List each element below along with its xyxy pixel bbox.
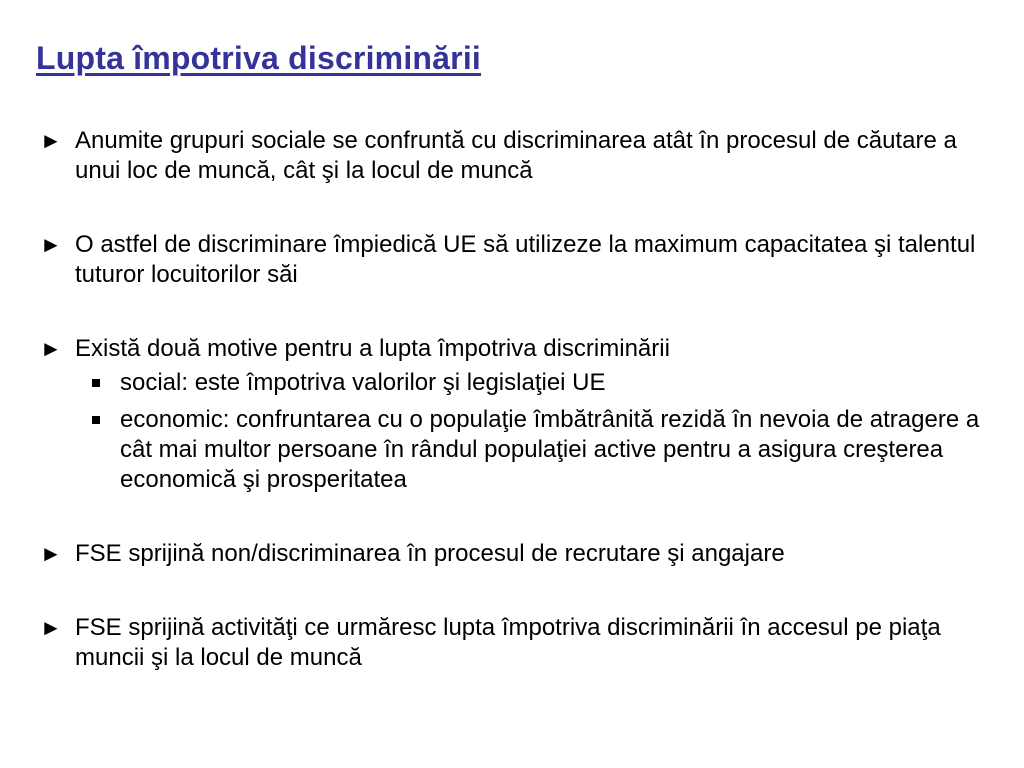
bullet-text: Există două motive pentru a lupta împotriva discriminării <box>75 335 670 362</box>
sub-bullet-list <box>75 368 1000 495</box>
square-bullet-icon <box>92 416 100 424</box>
bullet-item-4 <box>40 539 1000 569</box>
bullet-item-1 <box>40 126 1000 186</box>
sub-bullet-item-2 <box>75 405 1000 495</box>
bullet-text: Anumite grupuri sociale se confruntă cu discriminarea atât în procesul de căutare a unui loc de muncă, cât şi la locul de muncă <box>75 127 957 184</box>
sub-bullet-item-1 <box>75 368 1000 398</box>
sub-bullet-text: social: este împotriva valorilor şi legislaţiei UE <box>120 369 606 396</box>
bullet-list <box>40 126 1000 717</box>
bullet-item-5 <box>40 613 1000 673</box>
triangle-bullet-icon: ► <box>40 128 62 153</box>
bullet-item-3 <box>40 334 1000 495</box>
square-bullet-icon <box>92 379 100 387</box>
triangle-bullet-icon: ► <box>40 541 62 566</box>
bullet-text: FSE sprijină activităţi ce urmăresc lupta împotriva discriminării în accesul pe piaţa muncii şi la locul de muncă <box>75 614 941 671</box>
bullet-text: O astfel de discriminare împiedică UE să utilizeze la maximum capacitatea şi talentul tuturor locuitorilor săi <box>75 231 976 288</box>
triangle-bullet-icon: ► <box>40 336 62 361</box>
bullet-item-2 <box>40 230 1000 290</box>
slide-title: Lupta împotriva discriminării <box>36 40 482 76</box>
bullet-text: FSE sprijină non/discriminarea în procesul de recrutare şi angajare <box>75 540 785 567</box>
sub-bullet-text: economic: confruntarea cu o populaţie îmbătrânită rezidă în nevoia de atragere a cât mai multor persoane în rândul populaţiei active pentru a asigura creşterea economică şi prosperitatea <box>120 406 980 493</box>
triangle-bullet-icon: ► <box>40 232 62 257</box>
triangle-bullet-icon: ► <box>40 615 62 640</box>
